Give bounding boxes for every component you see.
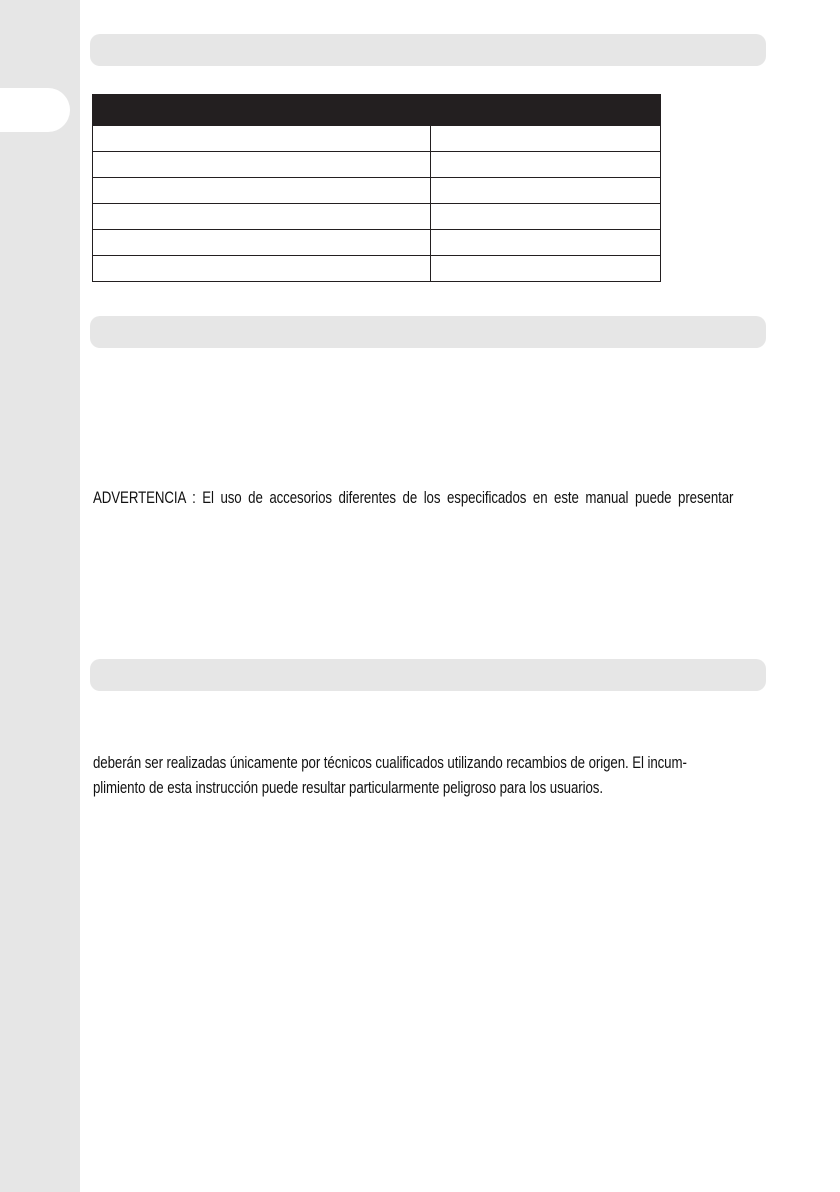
table-cell <box>93 152 431 178</box>
table-row <box>93 152 661 178</box>
accessories-warning-text: ADVERTENCIA : El uso de accesorios diferentes de los especificados en este manual puede presentar <box>93 489 734 507</box>
section-header-bar-specifications <box>90 34 766 66</box>
table-cell <box>93 204 431 230</box>
table-row <box>93 230 661 256</box>
table-cell <box>431 256 661 282</box>
table-cell <box>431 230 661 256</box>
language-tab <box>0 88 70 132</box>
section-header-bar-accessories <box>90 316 766 348</box>
table-cell <box>93 178 431 204</box>
table-cell <box>431 126 661 152</box>
table-row <box>93 178 661 204</box>
service-text-line: deberán ser realizadas únicamente por técnicos cualificados utilizando recambios de origen. El incum- <box>93 754 687 772</box>
table-header-cell <box>93 95 431 126</box>
service-text-line: plimiento de esta instrucción puede resultar particularmente peligroso para los usuarios. <box>93 779 603 797</box>
table-row <box>93 126 661 152</box>
table-row <box>93 204 661 230</box>
table-row <box>93 256 661 282</box>
side-strip <box>0 0 80 1192</box>
table-cell <box>431 178 661 204</box>
service-paragraph <box>93 751 769 801</box>
table-header-row <box>93 95 661 126</box>
table-cell <box>93 126 431 152</box>
table-cell <box>431 152 661 178</box>
table-header-cell <box>431 95 661 126</box>
table-cell <box>93 230 431 256</box>
table-cell <box>93 256 431 282</box>
specifications-table <box>92 94 661 282</box>
table-cell <box>431 204 661 230</box>
section-header-bar-service <box>90 659 766 691</box>
